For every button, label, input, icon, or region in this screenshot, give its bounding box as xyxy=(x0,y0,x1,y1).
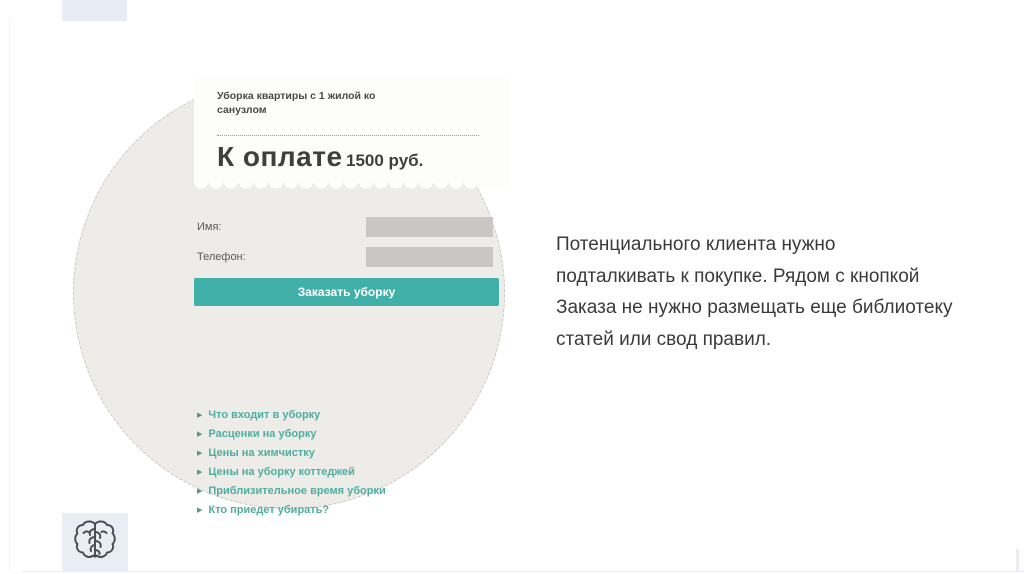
link-drycleaning-prices[interactable] xyxy=(197,446,315,459)
name-field-label: Имя: xyxy=(197,221,222,233)
total-label: К оплате xyxy=(217,141,343,172)
name-input[interactable] xyxy=(366,217,493,237)
order-cleaning-button[interactable]: Заказать уборку xyxy=(194,278,499,306)
service-description-line1: Уборка квартиры с 1 жилой ко xyxy=(217,90,376,102)
service-description-line2: санузлом xyxy=(217,104,267,116)
receipt-divider xyxy=(217,135,479,136)
link-label: Цены на уборку коттеджей xyxy=(208,465,355,478)
link-label: Расценки на уборку xyxy=(208,427,317,440)
slide-left-edge-line xyxy=(9,18,10,570)
website-screenshot-circle xyxy=(73,77,505,516)
annotation-line: Потенциального клиента нужно xyxy=(556,234,836,255)
annotation-line: подталкивать к покупке. Рядом с кнопкой xyxy=(556,265,920,287)
arrow-right-icon: ▶ xyxy=(197,411,203,419)
arrow-right-icon: ▶ xyxy=(197,449,203,457)
link-label: Цены на химчистку xyxy=(208,446,315,459)
link-cleaning-rates[interactable] xyxy=(197,427,316,440)
slide-bottom-edge-line xyxy=(22,571,1024,572)
slide-right-edge-mark xyxy=(1016,549,1019,572)
arrow-right-icon: ▶ xyxy=(197,430,203,438)
link-label: Кто приедет убирать? xyxy=(208,503,330,516)
arrow-right-icon: ▶ xyxy=(197,487,203,495)
annotation-line: статей или свод правил. xyxy=(556,328,772,350)
phone-input[interactable] xyxy=(366,247,493,267)
annotation-text xyxy=(556,229,996,355)
annotation-line: Заказа не нужно размещать еще библиотеку xyxy=(556,297,953,318)
phone-field-label: Телефон: xyxy=(197,251,246,263)
total-price: 1500 руб. xyxy=(346,151,424,170)
brain-icon xyxy=(72,519,118,566)
link-approximate-time[interactable] xyxy=(197,484,386,497)
link-label: Приблизительное время уборки xyxy=(208,484,386,497)
link-what-is-included[interactable] xyxy=(197,408,320,421)
arrow-right-icon: ▶ xyxy=(197,468,203,476)
receipt-torn-edge xyxy=(194,182,510,191)
logo-tile xyxy=(62,513,128,571)
top-image-placeholder xyxy=(62,0,127,21)
link-label: Что входит в уборку xyxy=(208,408,321,421)
link-who-will-clean[interactable] xyxy=(197,503,329,516)
arrow-right-icon: ▶ xyxy=(197,506,203,514)
link-cottage-cleaning-prices[interactable] xyxy=(197,465,355,478)
